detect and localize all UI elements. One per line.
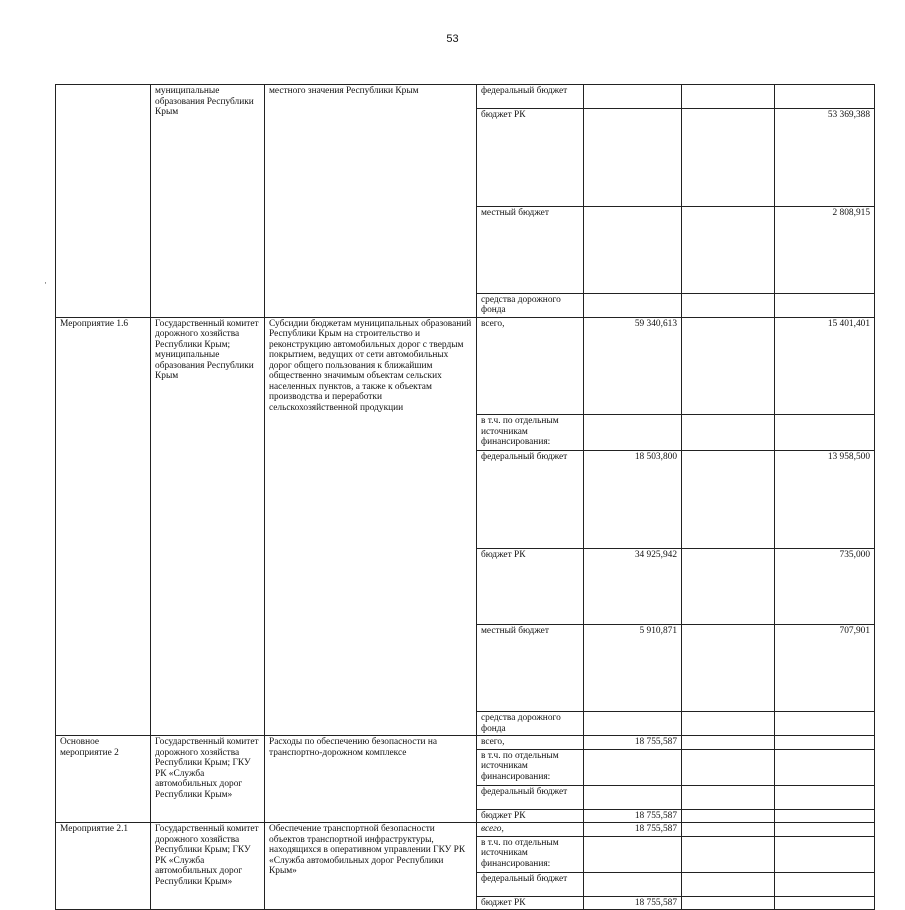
responsible-cell: Государственный комитет дорожного хозяйства Республики Крым; муниципальные образования Республики Крым bbox=[151, 317, 265, 736]
event-name-cell: Основное мероприятие 2 bbox=[56, 736, 151, 823]
budget-table bbox=[55, 84, 875, 910]
amount-cell bbox=[682, 749, 775, 785]
amount-cell bbox=[775, 736, 875, 750]
funding-source-cell: всего, bbox=[477, 736, 584, 750]
page-number: 53 bbox=[446, 33, 459, 45]
amount-cell bbox=[682, 109, 775, 207]
table-row bbox=[56, 85, 875, 109]
amount-cell: 13 958,500 bbox=[775, 451, 875, 549]
amount-cell bbox=[682, 809, 775, 823]
amount-cell: 18 755,587 bbox=[584, 896, 682, 910]
table-row bbox=[56, 736, 875, 750]
amount-cell bbox=[775, 872, 875, 896]
amount-cell bbox=[584, 712, 682, 736]
amount-cell bbox=[775, 415, 875, 451]
description-cell: местного значения Республики Крым bbox=[265, 85, 477, 318]
event-name-cell: Мероприятие 1.6 bbox=[56, 317, 151, 736]
amount-cell bbox=[775, 836, 875, 872]
amount-cell bbox=[682, 872, 775, 896]
amount-cell bbox=[775, 823, 875, 837]
funding-source-cell: в т.ч. по отдельным источникам финансирования: bbox=[477, 749, 584, 785]
amount-cell: 59 340,613 bbox=[584, 317, 682, 415]
funding-source-cell: бюджет РК bbox=[477, 548, 584, 625]
funding-source-cell: федеральный бюджет bbox=[477, 451, 584, 549]
amount-cell bbox=[584, 109, 682, 207]
event-name-cell: Мероприятие 2.1 bbox=[56, 823, 151, 910]
amount-cell bbox=[775, 785, 875, 809]
amount-cell: 15 401,401 bbox=[775, 317, 875, 415]
funding-source-cell: всего, bbox=[477, 317, 584, 415]
amount-cell bbox=[682, 712, 775, 736]
description-cell: Обеспечение транспортной безопасности объектов транспортной инфраструктуры, находящихся в оперативном управлении ГКУ РК «Служба автомобильных дорог Республики Крым» bbox=[265, 823, 477, 910]
amount-cell bbox=[682, 625, 775, 712]
funding-source-cell: местный бюджет bbox=[477, 206, 584, 293]
funding-source-cell: местный бюджет bbox=[477, 625, 584, 712]
amount-cell bbox=[682, 736, 775, 750]
amount-cell: 53 369,388 bbox=[775, 109, 875, 207]
funding-source-cell: бюджет РК bbox=[477, 109, 584, 207]
amount-cell: 34 925,942 bbox=[584, 548, 682, 625]
amount-cell bbox=[682, 293, 775, 317]
amount-cell: 5 910,871 bbox=[584, 625, 682, 712]
amount-cell: 18 755,587 bbox=[584, 823, 682, 837]
event-name-cell bbox=[56, 85, 151, 318]
amount-cell bbox=[775, 809, 875, 823]
amount-cell bbox=[682, 415, 775, 451]
amount-cell bbox=[584, 293, 682, 317]
table-row bbox=[56, 823, 875, 837]
amount-cell: 18 755,587 bbox=[584, 809, 682, 823]
funding-source-cell: средства дорожного фонда bbox=[477, 712, 584, 736]
amount-cell bbox=[584, 872, 682, 896]
amount-cell bbox=[775, 749, 875, 785]
funding-source-cell: федеральный бюджет bbox=[477, 872, 584, 896]
amount-cell bbox=[682, 548, 775, 625]
amount-cell bbox=[682, 785, 775, 809]
amount-cell: 707,901 bbox=[775, 625, 875, 712]
amount-cell bbox=[584, 749, 682, 785]
amount-cell bbox=[775, 896, 875, 910]
amount-cell: 18 503,800 bbox=[584, 451, 682, 549]
amount-cell: 735,000 bbox=[775, 548, 875, 625]
amount-cell: 18 755,587 bbox=[584, 736, 682, 750]
amount-cell: 2 808,915 bbox=[775, 206, 875, 293]
amount-cell bbox=[682, 896, 775, 910]
amount-cell bbox=[775, 85, 875, 109]
amount-cell bbox=[584, 85, 682, 109]
amount-cell bbox=[775, 712, 875, 736]
description-cell: Субсидии бюджетам муниципальных образований Республики Крым на строительство и реконструкцию автомобильных дорог с твердым покрытием, ведущих от сети автомобильных дорог общего пользования к ближайшим общественно значимым объектам сельских населенных пунктов, а также к объектам производства и переработки сельскохозяйственной продукции bbox=[265, 317, 477, 736]
responsible-cell: Государственный комитет дорожного хозяйства Республики Крым; ГКУ РК «Служба автомобильных дорог Республики Крым» bbox=[151, 823, 265, 910]
funding-source-cell: федеральный бюджет bbox=[477, 85, 584, 109]
table-row bbox=[56, 317, 875, 415]
amount-cell bbox=[682, 317, 775, 415]
funding-source-cell: в т.ч. по отдельным источникам финансирования: bbox=[477, 836, 584, 872]
funding-source-cell: всего, bbox=[477, 823, 584, 837]
funding-source-cell: федеральный бюджет bbox=[477, 785, 584, 809]
amount-cell bbox=[682, 206, 775, 293]
responsible-cell: муниципальные образования Республики Крым bbox=[151, 85, 265, 318]
funding-source-cell: в т.ч. по отдельным источникам финансирования: bbox=[477, 415, 584, 451]
funding-source-cell: средства дорожного фонда bbox=[477, 293, 584, 317]
amount-cell bbox=[682, 85, 775, 109]
responsible-cell: Государственный комитет дорожного хозяйства Республики Крым; ГКУ РК «Служба автомобильных дорог Республики Крым» bbox=[151, 736, 265, 823]
amount-cell bbox=[584, 785, 682, 809]
amount-cell bbox=[682, 451, 775, 549]
description-cell: Расходы по обеспечению безопасности на транспортно-дорожном комплексе bbox=[265, 736, 477, 823]
funding-source-cell: бюджет РК bbox=[477, 809, 584, 823]
amount-cell bbox=[682, 823, 775, 837]
funding-source-cell: бюджет РК bbox=[477, 896, 584, 910]
scan-dot: · bbox=[44, 278, 47, 288]
amount-cell bbox=[584, 836, 682, 872]
amount-cell bbox=[584, 415, 682, 451]
amount-cell bbox=[775, 293, 875, 317]
amount-cell bbox=[584, 206, 682, 293]
amount-cell bbox=[682, 836, 775, 872]
